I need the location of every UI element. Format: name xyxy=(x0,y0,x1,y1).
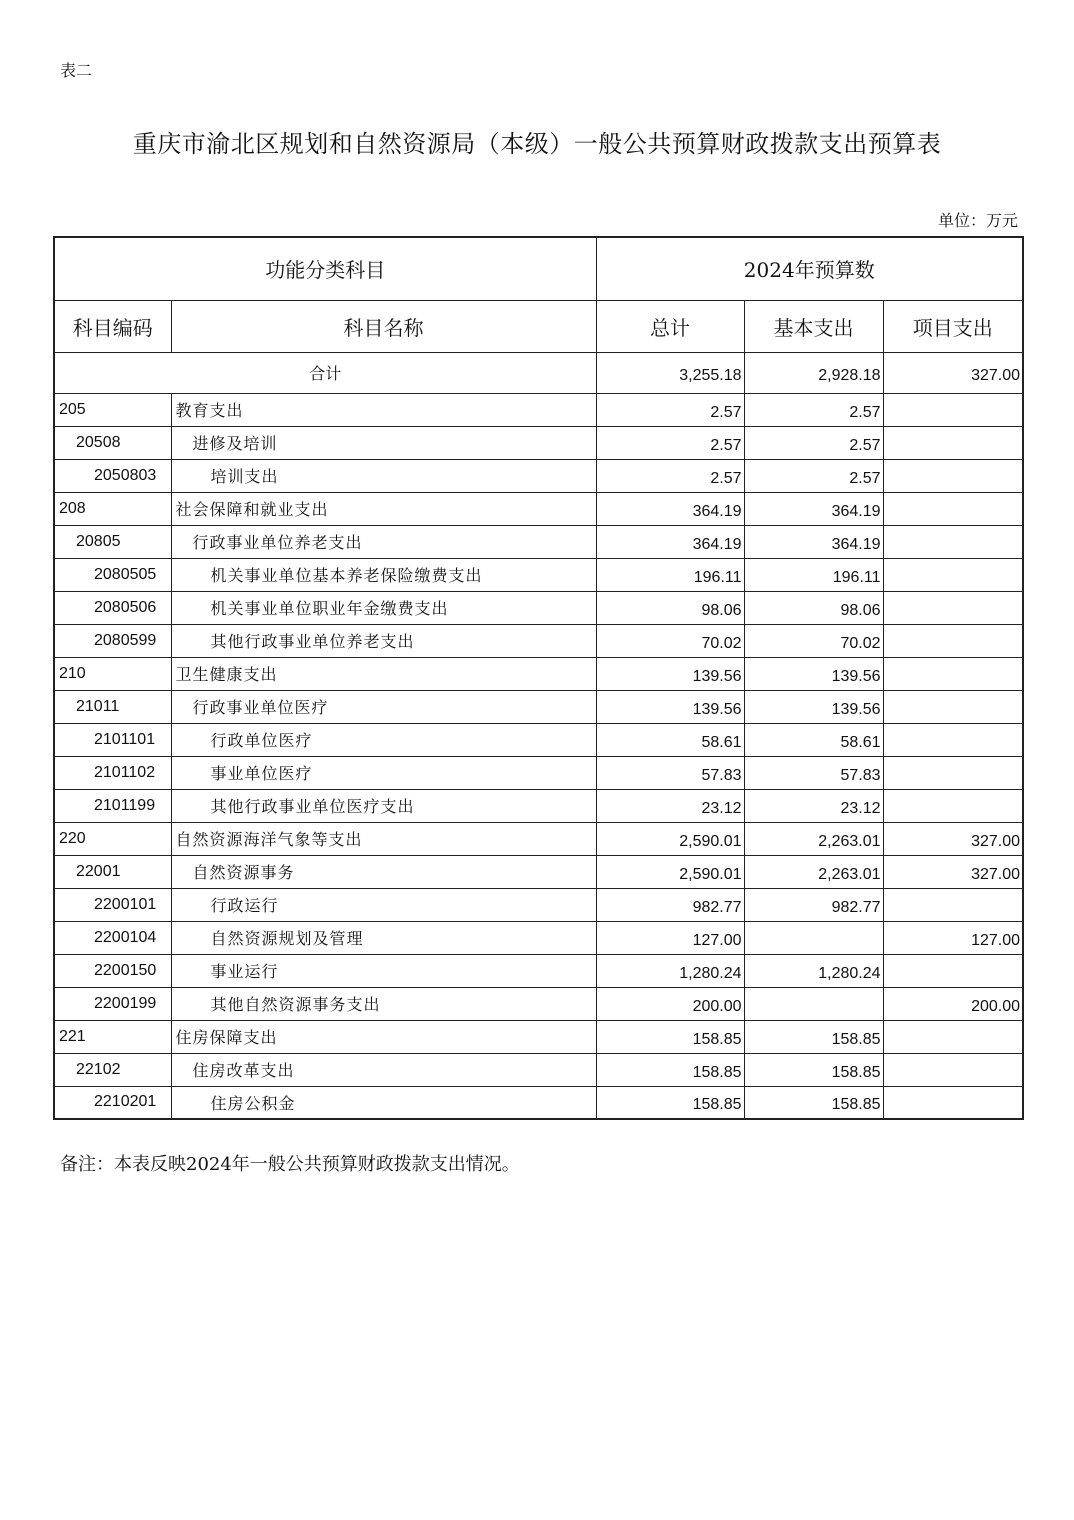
row-code: 2200150 xyxy=(54,954,171,987)
header-budget-2024: 2024年预算数 xyxy=(596,237,1023,300)
table-row xyxy=(54,987,1023,1020)
row-project xyxy=(883,1053,1023,1086)
row-code: 2101101 xyxy=(54,723,171,756)
row-total: 158.85 xyxy=(596,1020,744,1053)
row-name: 行政运行 xyxy=(171,888,596,921)
row-basic: 982.77 xyxy=(744,888,883,921)
row-code: 2200104 xyxy=(54,921,171,954)
row-project xyxy=(883,690,1023,723)
row-project: 200.00 xyxy=(883,987,1023,1020)
row-project xyxy=(883,459,1023,492)
total-label: 合计 xyxy=(54,352,596,393)
row-basic: 364.19 xyxy=(744,525,883,558)
total-row xyxy=(54,352,1023,393)
row-code: 220 xyxy=(54,822,171,855)
row-name: 事业单位医疗 xyxy=(171,756,596,789)
row-total: 158.85 xyxy=(596,1086,744,1119)
row-total: 158.85 xyxy=(596,1053,744,1086)
row-total: 2.57 xyxy=(596,393,744,426)
row-project xyxy=(883,591,1023,624)
row-total: 57.83 xyxy=(596,756,744,789)
row-code: 21011 xyxy=(54,690,171,723)
row-total: 70.02 xyxy=(596,624,744,657)
row-project xyxy=(883,657,1023,690)
row-code: 221 xyxy=(54,1020,171,1053)
header-project: 项目支出 xyxy=(883,300,1023,352)
row-name: 住房公积金 xyxy=(171,1086,596,1119)
row-basic: 2,263.01 xyxy=(744,822,883,855)
row-project xyxy=(883,789,1023,822)
row-project xyxy=(883,624,1023,657)
table-row xyxy=(54,459,1023,492)
row-basic: 158.85 xyxy=(744,1053,883,1086)
row-name: 社会保障和就业支出 xyxy=(171,492,596,525)
row-name: 进修及培训 xyxy=(171,426,596,459)
row-basic: 2.57 xyxy=(744,393,883,426)
table-row xyxy=(54,624,1023,657)
row-project xyxy=(883,558,1023,591)
row-code: 205 xyxy=(54,393,171,426)
table-row xyxy=(54,591,1023,624)
table-row xyxy=(54,690,1023,723)
row-basic: 57.83 xyxy=(744,756,883,789)
row-basic: 2.57 xyxy=(744,426,883,459)
row-code: 2101199 xyxy=(54,789,171,822)
row-total: 2,590.01 xyxy=(596,855,744,888)
row-name: 其他自然资源事务支出 xyxy=(171,987,596,1020)
row-project: 127.00 xyxy=(883,921,1023,954)
row-project xyxy=(883,1086,1023,1119)
row-basic xyxy=(744,987,883,1020)
row-code: 2080505 xyxy=(54,558,171,591)
row-name: 自然资源海洋气象等支出 xyxy=(171,822,596,855)
table-row xyxy=(54,1086,1023,1119)
total-project: 327.00 xyxy=(883,352,1023,393)
row-name: 住房保障支出 xyxy=(171,1020,596,1053)
unit-label: 单位：万元 xyxy=(937,211,1018,230)
row-name: 卫生健康支出 xyxy=(171,657,596,690)
row-name: 机关事业单位基本养老保险缴费支出 xyxy=(171,558,596,591)
row-basic: 58.61 xyxy=(744,723,883,756)
row-name: 教育支出 xyxy=(171,393,596,426)
row-project xyxy=(883,492,1023,525)
row-code: 22102 xyxy=(54,1053,171,1086)
row-code: 22001 xyxy=(54,855,171,888)
row-code: 2080506 xyxy=(54,591,171,624)
row-project: 327.00 xyxy=(883,822,1023,855)
row-total: 58.61 xyxy=(596,723,744,756)
row-project xyxy=(883,888,1023,921)
row-total: 139.56 xyxy=(596,657,744,690)
row-basic: 364.19 xyxy=(744,492,883,525)
table-row xyxy=(54,492,1023,525)
table-row xyxy=(54,525,1023,558)
row-basic: 158.85 xyxy=(744,1086,883,1119)
row-basic: 196.11 xyxy=(744,558,883,591)
row-basic: 2.57 xyxy=(744,459,883,492)
header-row-group xyxy=(54,237,1023,300)
table-row xyxy=(54,921,1023,954)
row-total: 2.57 xyxy=(596,459,744,492)
row-basic: 23.12 xyxy=(744,789,883,822)
row-code: 20805 xyxy=(54,525,171,558)
row-basic: 1,280.24 xyxy=(744,954,883,987)
row-code: 208 xyxy=(54,492,171,525)
document-label: 表二 xyxy=(60,61,93,80)
row-name: 行政事业单位医疗 xyxy=(171,690,596,723)
header-functional-category: 功能分类科目 xyxy=(54,237,596,300)
page-title: 重庆市渝北区规划和自然资源局（本级）一般公共预算财政拨款支出预算表 xyxy=(132,130,942,158)
table-row xyxy=(54,822,1023,855)
header-code: 科目编码 xyxy=(54,300,171,352)
row-name: 住房改革支出 xyxy=(171,1053,596,1086)
row-project xyxy=(883,1020,1023,1053)
row-basic: 158.85 xyxy=(744,1020,883,1053)
table-row xyxy=(54,789,1023,822)
budget-table xyxy=(53,236,1024,1120)
row-project xyxy=(883,426,1023,459)
table-row xyxy=(54,888,1023,921)
row-total: 196.11 xyxy=(596,558,744,591)
row-basic xyxy=(744,921,883,954)
table-row xyxy=(54,756,1023,789)
table-row xyxy=(54,723,1023,756)
row-code: 2210201 xyxy=(54,1086,171,1119)
row-name: 培训支出 xyxy=(171,459,596,492)
row-total: 200.00 xyxy=(596,987,744,1020)
row-name: 机关事业单位职业年金缴费支出 xyxy=(171,591,596,624)
row-total: 2.57 xyxy=(596,426,744,459)
row-total: 364.19 xyxy=(596,492,744,525)
row-total: 2,590.01 xyxy=(596,822,744,855)
row-project xyxy=(883,393,1023,426)
row-code: 210 xyxy=(54,657,171,690)
row-total: 982.77 xyxy=(596,888,744,921)
row-name: 事业运行 xyxy=(171,954,596,987)
header-basic: 基本支出 xyxy=(744,300,883,352)
row-name: 其他行政事业单位医疗支出 xyxy=(171,789,596,822)
row-name: 自然资源规划及管理 xyxy=(171,921,596,954)
row-total: 364.19 xyxy=(596,525,744,558)
table-row xyxy=(54,855,1023,888)
row-project xyxy=(883,525,1023,558)
row-project xyxy=(883,756,1023,789)
header-row-columns xyxy=(54,300,1023,352)
row-code: 2101102 xyxy=(54,756,171,789)
table-row xyxy=(54,393,1023,426)
footnote: 备注：本表反映2024年一般公共预算财政拨款支出情况。 xyxy=(60,1154,520,1175)
row-code: 2200101 xyxy=(54,888,171,921)
row-code: 2050803 xyxy=(54,459,171,492)
row-basic: 139.56 xyxy=(744,690,883,723)
total-total: 3,255.18 xyxy=(596,352,744,393)
row-total: 23.12 xyxy=(596,789,744,822)
row-name: 行政事业单位养老支出 xyxy=(171,525,596,558)
header-name: 科目名称 xyxy=(171,300,596,352)
table-row xyxy=(54,426,1023,459)
row-code: 20508 xyxy=(54,426,171,459)
table-row xyxy=(54,1053,1023,1086)
table-row xyxy=(54,954,1023,987)
row-name: 其他行政事业单位养老支出 xyxy=(171,624,596,657)
row-code: 2080599 xyxy=(54,624,171,657)
row-name: 自然资源事务 xyxy=(171,855,596,888)
row-basic: 70.02 xyxy=(744,624,883,657)
row-basic: 139.56 xyxy=(744,657,883,690)
header-total: 总计 xyxy=(596,300,744,352)
total-basic: 2,928.18 xyxy=(744,352,883,393)
row-code: 2200199 xyxy=(54,987,171,1020)
row-project xyxy=(883,723,1023,756)
row-name: 行政单位医疗 xyxy=(171,723,596,756)
row-project xyxy=(883,954,1023,987)
table-row xyxy=(54,1020,1023,1053)
row-basic: 2,263.01 xyxy=(744,855,883,888)
row-total: 139.56 xyxy=(596,690,744,723)
row-total: 127.00 xyxy=(596,921,744,954)
row-project: 327.00 xyxy=(883,855,1023,888)
row-basic: 98.06 xyxy=(744,591,883,624)
table-row xyxy=(54,657,1023,690)
row-total: 1,280.24 xyxy=(596,954,744,987)
table-row xyxy=(54,558,1023,591)
row-total: 98.06 xyxy=(596,591,744,624)
